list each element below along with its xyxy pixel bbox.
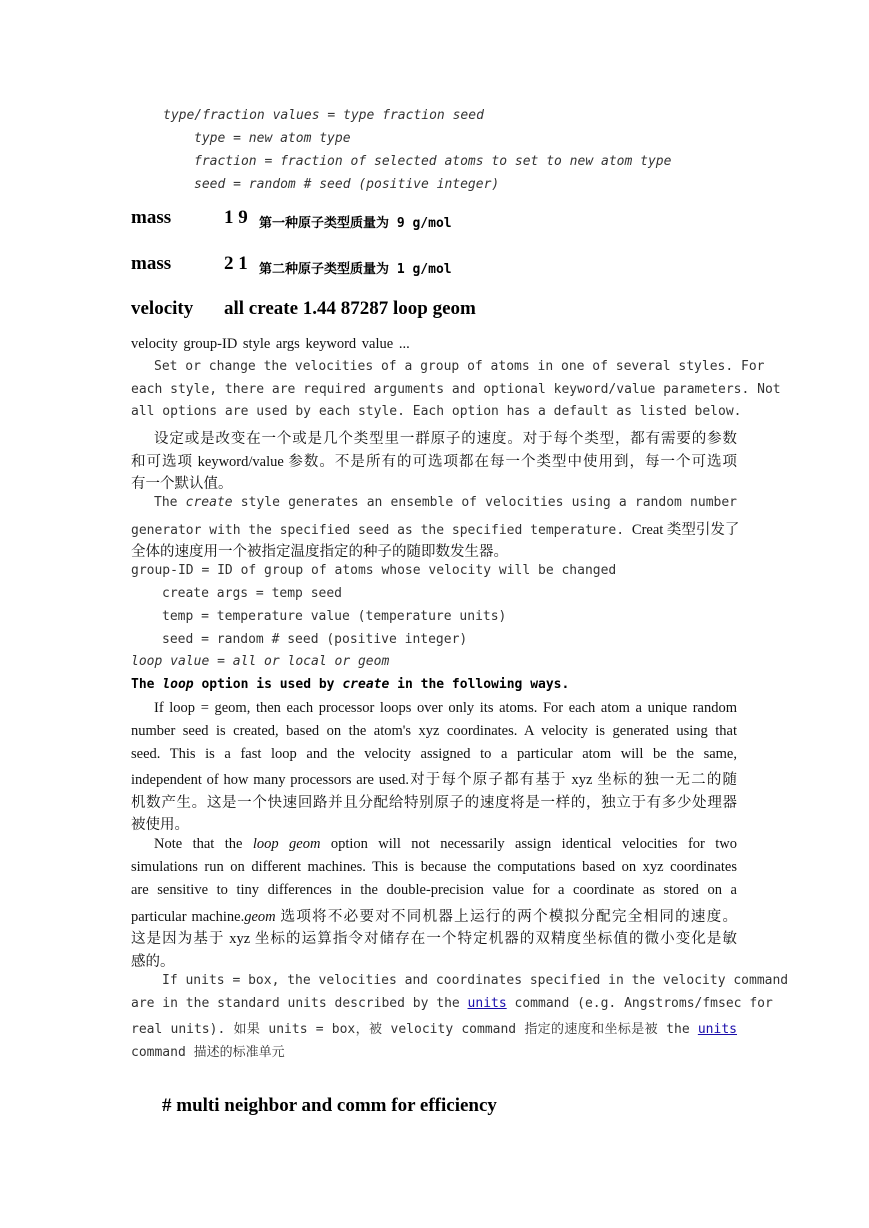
para3-text: The	[154, 495, 186, 510]
para6-line2	[131, 996, 773, 1011]
create-args: create args = temp seed	[162, 586, 343, 601]
mass-command-2: mass	[131, 253, 172, 274]
para5-line1	[131, 836, 737, 853]
para4-line1: If loop = geom, then each processor loops over only its atoms. For each atom a unique random	[154, 700, 737, 716]
para6-text: are in the standard units described by the	[131, 996, 468, 1011]
para1-line2: each style, there are required arguments and optional keyword/value parameters. Not	[131, 382, 781, 397]
para5-line5: 这是因为基于 xyz 坐标的运算指令对储存在一个特定机器的双精度坐标值的微小变化是敏	[131, 931, 737, 947]
loop-value-arg: loop value = all or local or geom	[131, 654, 390, 669]
create-term: create	[185, 495, 233, 510]
para1-line1: Set or change the velocities of a group of atoms in one of several styles. For	[154, 359, 765, 374]
section-heading: # multi neighbor and comm for efficiency	[162, 1095, 497, 1116]
loop-usage-line	[131, 677, 569, 692]
mass-args-1: 1 9	[224, 207, 248, 228]
para4-line4: independent of how many processors are used.对于每个原子都有基于 xyz 坐标的独一无二的随	[131, 772, 737, 788]
seed-definition-line: seed = random # seed (positive integer)	[194, 177, 500, 192]
para5-text: 选项将不必要对不同机器上运行的两个模拟分配完全相同的速度。	[275, 909, 737, 925]
group-id-arg: group-ID = ID of group of atoms whose velocity will be changed	[131, 563, 617, 578]
para6-text: command (e.g. Angstroms/fmsec for	[506, 996, 773, 1011]
create-term: create	[342, 677, 390, 692]
geom-term: geom	[244, 909, 276, 925]
velocity-args: all create 1.44 87287 loop geom	[224, 298, 476, 319]
mass-command-1: mass	[131, 207, 172, 228]
temp-arg: temp = temperature value (temperature units)	[162, 609, 507, 624]
para2-line2: 和可选项 keyword/value 参数。不是所有的可选项都在每一个类型中使用到，每一个可选项	[131, 454, 737, 470]
fraction-definition-line: fraction = fraction of selected atoms to set to new atom type	[194, 154, 672, 169]
para5-line3: are sensitive to tiny differences in the double-precision value for a coordinate as stored on a	[131, 882, 737, 898]
units-link[interactable]: units	[697, 1022, 737, 1037]
para3-line2	[131, 518, 740, 539]
para5-text: Note that the	[154, 836, 253, 852]
velocity-syntax: velocity group-ID style args keyword value ...	[131, 336, 410, 352]
loop-usage-text: The	[131, 677, 163, 692]
para5-text: particular machine.	[131, 909, 245, 925]
para5-text: option will not necessarily assign identical velocities for two	[320, 836, 738, 852]
para6-line3	[131, 1018, 737, 1037]
para1-line3: all options are used by each style. Each option has a default as listed below.	[131, 404, 742, 419]
units-link[interactable]: units	[467, 996, 507, 1011]
seed-arg: seed = random # seed (positive integer)	[162, 632, 468, 647]
para3-line3: 全体的速度用一个被指定温度指定的种子的随即数发生器。	[131, 544, 508, 560]
para3-text: generator with the specified seed as the specified temperature.	[131, 523, 632, 538]
para6-text: real units). 如果 units = box，被 velocity command 指定的速度和坐标是被 the	[131, 1022, 698, 1037]
mass-comment-1: 第一种原子类型质量为 9 g/mol	[259, 216, 452, 231]
loop-geom-term: loop geom	[252, 836, 321, 852]
para5-line2: simulations run on different machines. This is because the computations based on xyz coordinates	[131, 859, 737, 875]
para5-line6: 感的。	[131, 954, 175, 970]
para4-line3: seed. This is a fast loop and the velocity assigned to a particular atom will be the same,	[131, 746, 737, 762]
para5-line4	[131, 905, 737, 926]
mass-args-2: 2 1	[224, 253, 248, 274]
para6-line1: If units = box, the velocities and coordinates specified in the velocity command	[162, 973, 789, 988]
loop-usage-text: option is used by	[193, 677, 343, 692]
para2-line3: 有一个默认值。	[131, 476, 233, 492]
para4-line2: number seed is created, based on the atom's xyz coordinates. A velocity is generated using that	[131, 723, 737, 739]
para3-chinese: Creat 类型引发了	[631, 522, 740, 538]
para4-line6: 被使用。	[131, 817, 189, 833]
loop-term: loop	[162, 677, 194, 692]
para4-line5: 机数产生。这是一个快速回路并且分配给特别原子的速度将是一样的，独立于有多少处理器	[131, 795, 737, 811]
para6-line4: command 描述的标准单元	[131, 1045, 285, 1060]
type-fraction-line: type/fraction values = type fraction seed	[163, 108, 484, 123]
velocity-command: velocity	[131, 298, 194, 319]
mass-comment-2: 第二种原子类型质量为 1 g/mol	[259, 262, 452, 277]
para3-text: style generates an ensemble of velocities using a random number	[232, 495, 737, 510]
para2-line1: 设定或是改变在一个或是几个类型里一群原子的速度。对于每个类型，都有需要的参数	[154, 431, 737, 447]
para3-line1	[131, 495, 737, 510]
loop-usage-text: in the following ways.	[389, 677, 570, 692]
type-definition-line: type = new atom type	[194, 131, 351, 146]
